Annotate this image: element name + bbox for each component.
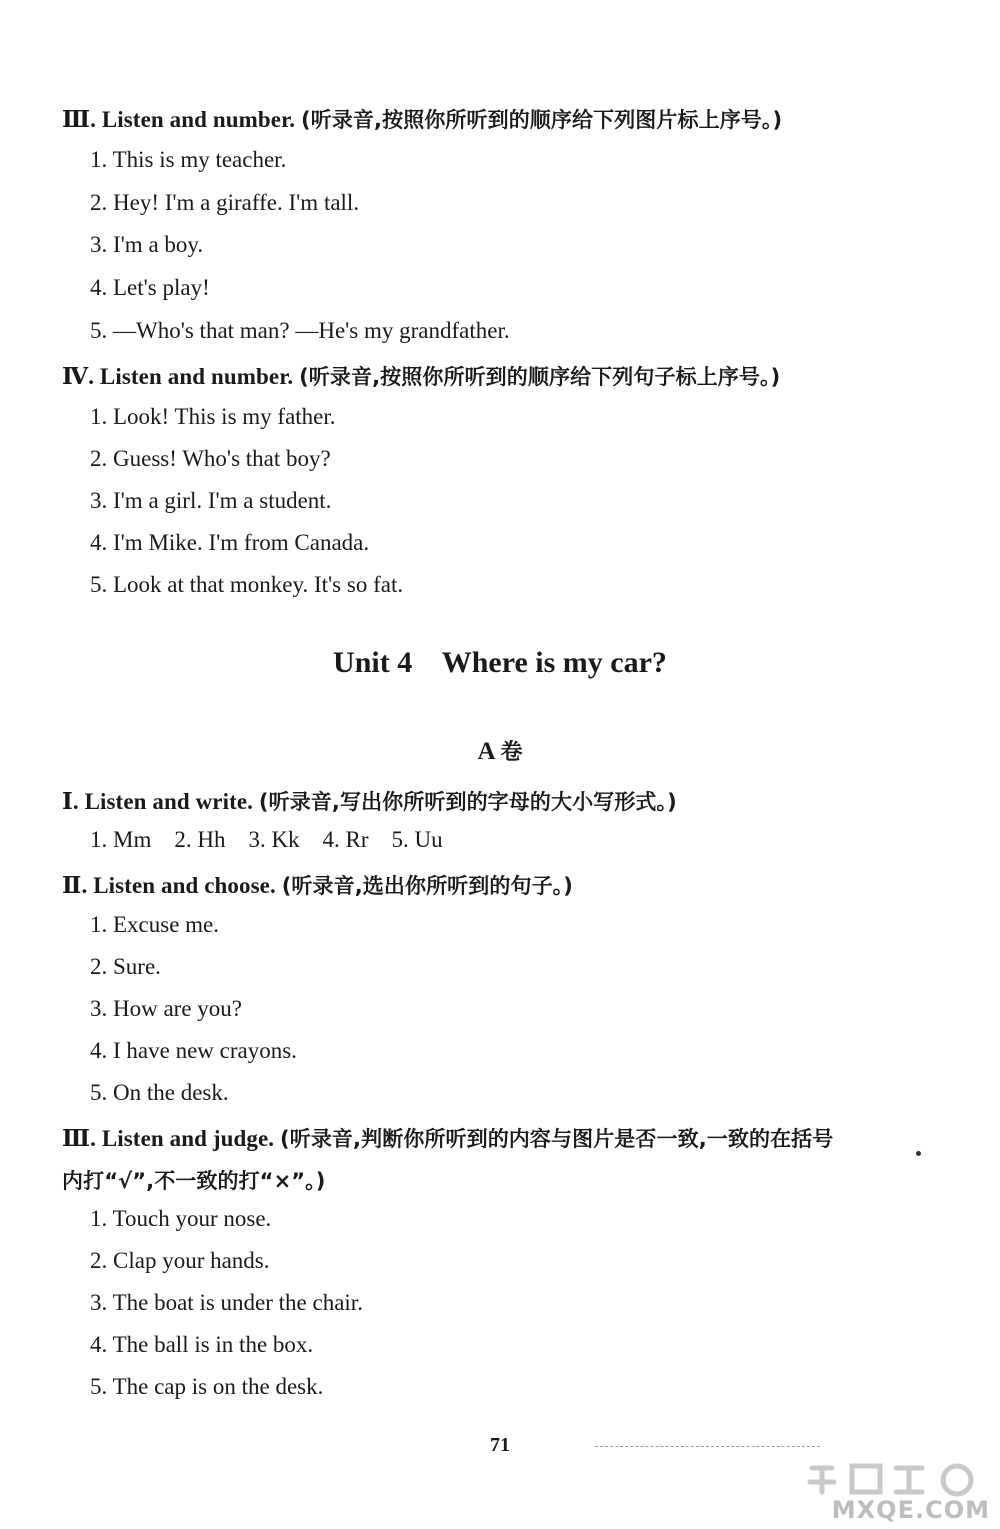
section-title-cn: (听录音,选出你所听到的句子。) <box>281 874 573 898</box>
section-heading-continued <box>62 1165 325 1195</box>
section-title-en: Listen and number. <box>101 107 296 132</box>
section-title-cn: (听录音,写出你所听到的字母的大小写形式。) <box>258 790 677 814</box>
footer-rule <box>595 1446 820 1447</box>
section-title-en: Listen and judge. <box>101 1126 275 1151</box>
section-numeral: Ⅱ. <box>62 873 88 898</box>
section-numeral: Ⅲ. <box>62 107 96 132</box>
unit-label: Unit 4 <box>333 646 413 679</box>
list-item: 1. Touch your nose. <box>90 1206 272 1231</box>
section-heading <box>62 786 677 816</box>
section-title-en: Listen and choose. <box>93 873 276 898</box>
list-item: 5. The cap is on the desk. <box>90 1374 324 1399</box>
stray-mark <box>916 1151 921 1156</box>
section-title-cn: (听录音,按照你所听到的顺序给下列句子标上序号。) <box>299 365 781 389</box>
list-item: 4. The ball is in the box. <box>90 1332 314 1357</box>
list-item: 1. This is my teacher. <box>90 147 287 172</box>
paper-label-cn: 卷 <box>500 740 523 765</box>
list-item: 2. Hey! I'm a giraffe. I'm tall. <box>90 190 360 215</box>
list-item: 2. Guess! Who's that boy? <box>90 446 331 471</box>
list-item: 3. The boat is under the chair. <box>90 1290 363 1315</box>
section-heading <box>62 870 573 900</box>
list-item: 5. —Who's that man? —He's my grandfather. <box>90 318 510 343</box>
section-heading <box>62 1123 833 1153</box>
section-title-cn-cont: 内打“√”,不一致的打“×”。) <box>62 1169 326 1193</box>
unit-name: Where is my car? <box>441 646 667 679</box>
list-item: 3. I'm a boy. <box>90 232 204 257</box>
section-numeral: Ⅳ. <box>62 364 95 389</box>
list-item: 2. Clap your hands. <box>90 1248 270 1273</box>
paper-letter: A <box>477 738 495 765</box>
section-title-en: Listen and write. <box>84 789 254 814</box>
watermark-text: MXQE.COM <box>831 1496 990 1524</box>
section-heading <box>62 104 782 134</box>
section-numeral: Ⅰ. <box>62 789 79 814</box>
section-title-en: Listen and number. <box>99 364 294 389</box>
list-item: 1. Look! This is my father. <box>90 404 336 429</box>
list-item: 5. On the desk. <box>90 1080 229 1105</box>
section-title-cn: (听录音,按照你所听到的顺序给下列图片标上序号。) <box>301 108 783 132</box>
page-number: 71 <box>490 1434 510 1456</box>
list-item: 3. How are you? <box>90 996 243 1021</box>
list-item: 5. Look at that monkey. It's so fat. <box>90 572 404 597</box>
section-title-cn: (听录音,判断你所听到的内容与图片是否一致,一致的在括号 <box>280 1127 834 1151</box>
section-heading <box>62 361 780 391</box>
unit-title <box>0 646 1000 680</box>
list-item: 4. I have new crayons. <box>90 1038 297 1063</box>
list-item: 3. I'm a girl. I'm a student. <box>90 488 332 513</box>
section-numeral: Ⅲ. <box>62 1126 96 1151</box>
list-item: 2. Sure. <box>90 954 161 979</box>
list-item: 1. Mm 2. Hh 3. Kk 4. Rr 5. Uu <box>90 827 443 852</box>
list-item: 4. I'm Mike. I'm from Canada. <box>90 530 370 555</box>
list-item: 1. Excuse me. <box>90 912 220 937</box>
paper-title <box>0 735 1000 766</box>
list-item: 4. Let's play! <box>90 275 210 300</box>
